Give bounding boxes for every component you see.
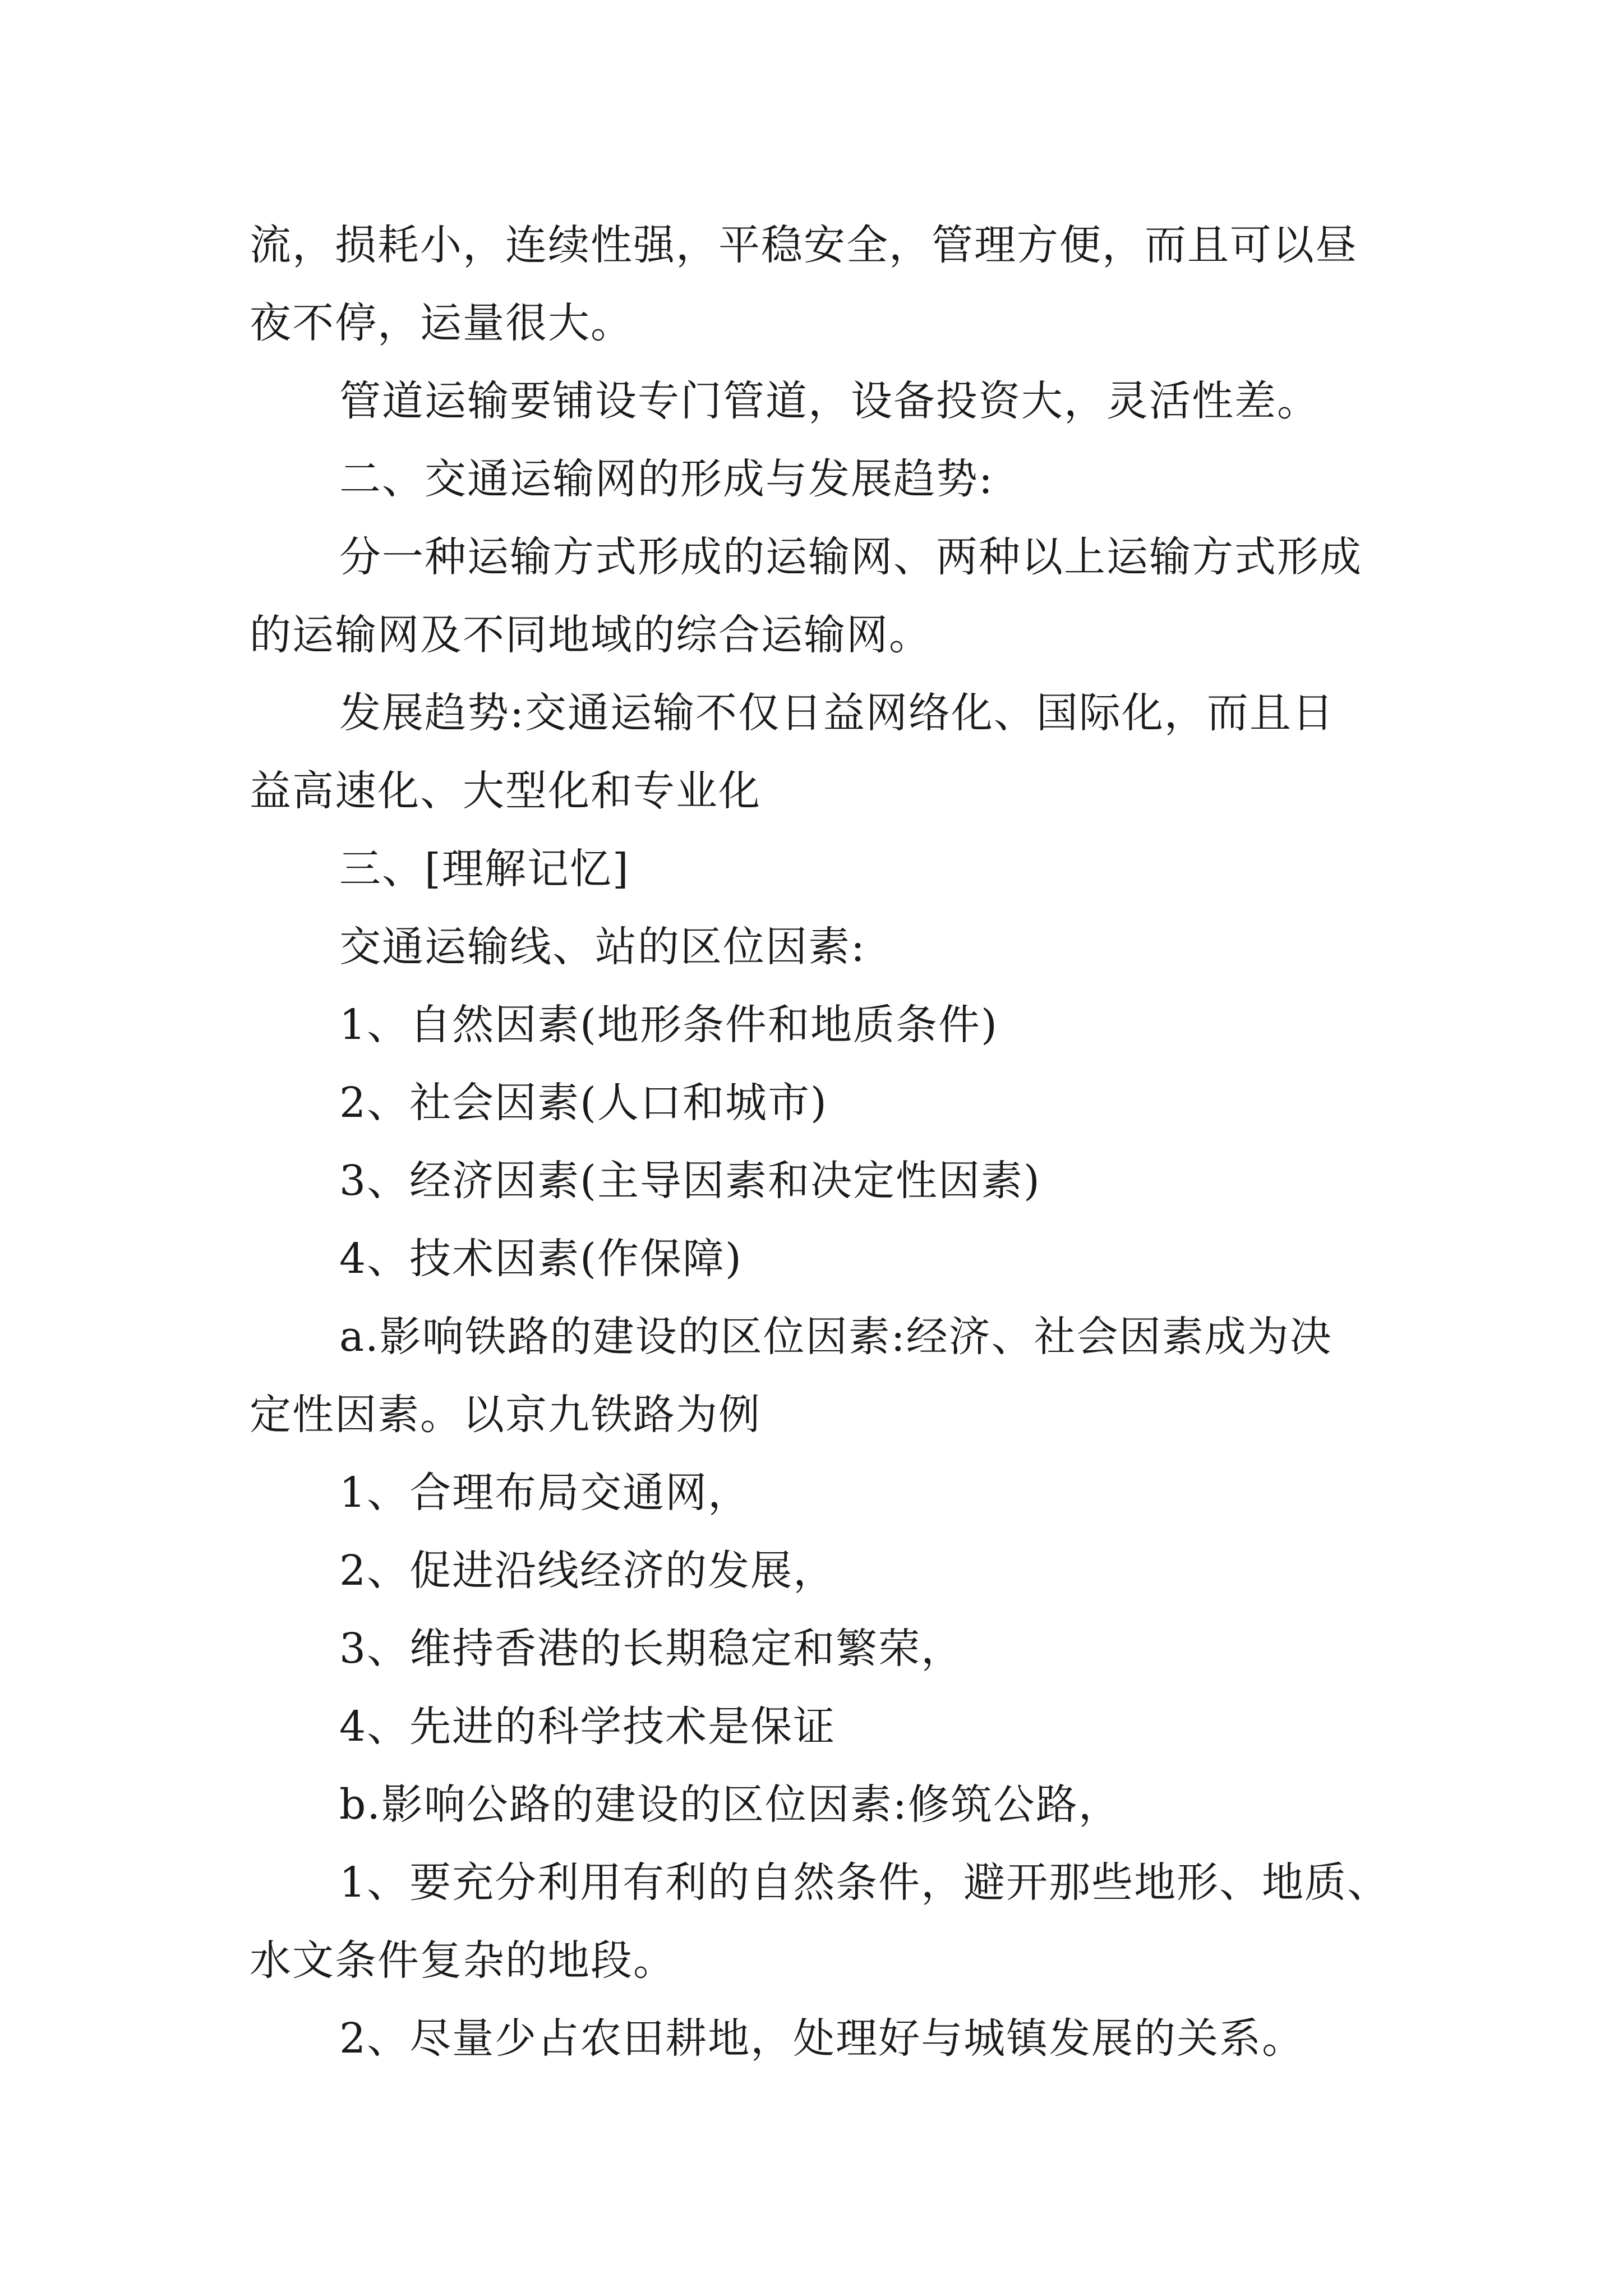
text-line: 流，损耗小，连续性强，平稳安全，管理方便，而且可以昼	[250, 221, 1358, 269]
list-item: 3、经济因素(主导因素和决定性因素)	[339, 1157, 1041, 1205]
text-line: 的运输网及不同地域的综合运输网。	[250, 611, 932, 659]
section-heading: 三、[理解记忆]	[339, 845, 630, 893]
list-item: 1、合理布局交通网，	[339, 1469, 751, 1517]
text-line: a.影响铁路的建设的区位因素:经济、社会因素成为决	[339, 1313, 1332, 1361]
list-item: 3、维持香港的长期稳定和繁荣，	[339, 1625, 964, 1673]
text-line: 夜不停，运量很大。	[250, 299, 633, 347]
text-line: 益高速化、大型化和专业化	[250, 767, 761, 815]
text-line: 管道运输要铺设专门管道，设备投资大，灵活性差。	[339, 377, 1320, 425]
body-text	[250, 206, 1390, 2078]
list-item: 1、要充分利用有利的自然条件，避开那些地形、地质、	[339, 1858, 1390, 1907]
section-heading: 二、交通运输网的形成与发展趋势:	[339, 455, 994, 503]
list-item: 4、先进的科学技术是保证	[339, 1703, 836, 1751]
text-line: b.影响公路的建设的区位因素:修筑公路，	[339, 1780, 1121, 1829]
text-line: 发展趋势:交通运输不仅日益网络化、国际化，而且日	[339, 689, 1335, 737]
list-item: 2、社会因素(人口和城市)	[339, 1079, 828, 1127]
text-line: 水文条件复杂的地段。	[250, 1936, 676, 1985]
text-line: 定性因素。以京九铁路为例	[250, 1391, 761, 1439]
list-item: 2、尽量少占农田耕地，处理好与城镇发展的关系。	[339, 2014, 1305, 2063]
list-item: 2、促进沿线经济的发展，	[339, 1547, 836, 1595]
text-line: 分一种运输方式形成的运输网、两种以上运输方式形成	[339, 533, 1362, 581]
text-line: 交通运输线、站的区位因素:	[339, 923, 866, 971]
list-item: 1、自然因素(地形条件和地质条件)	[339, 1001, 998, 1049]
list-item: 4、技术因素(作保障)	[339, 1235, 743, 1283]
